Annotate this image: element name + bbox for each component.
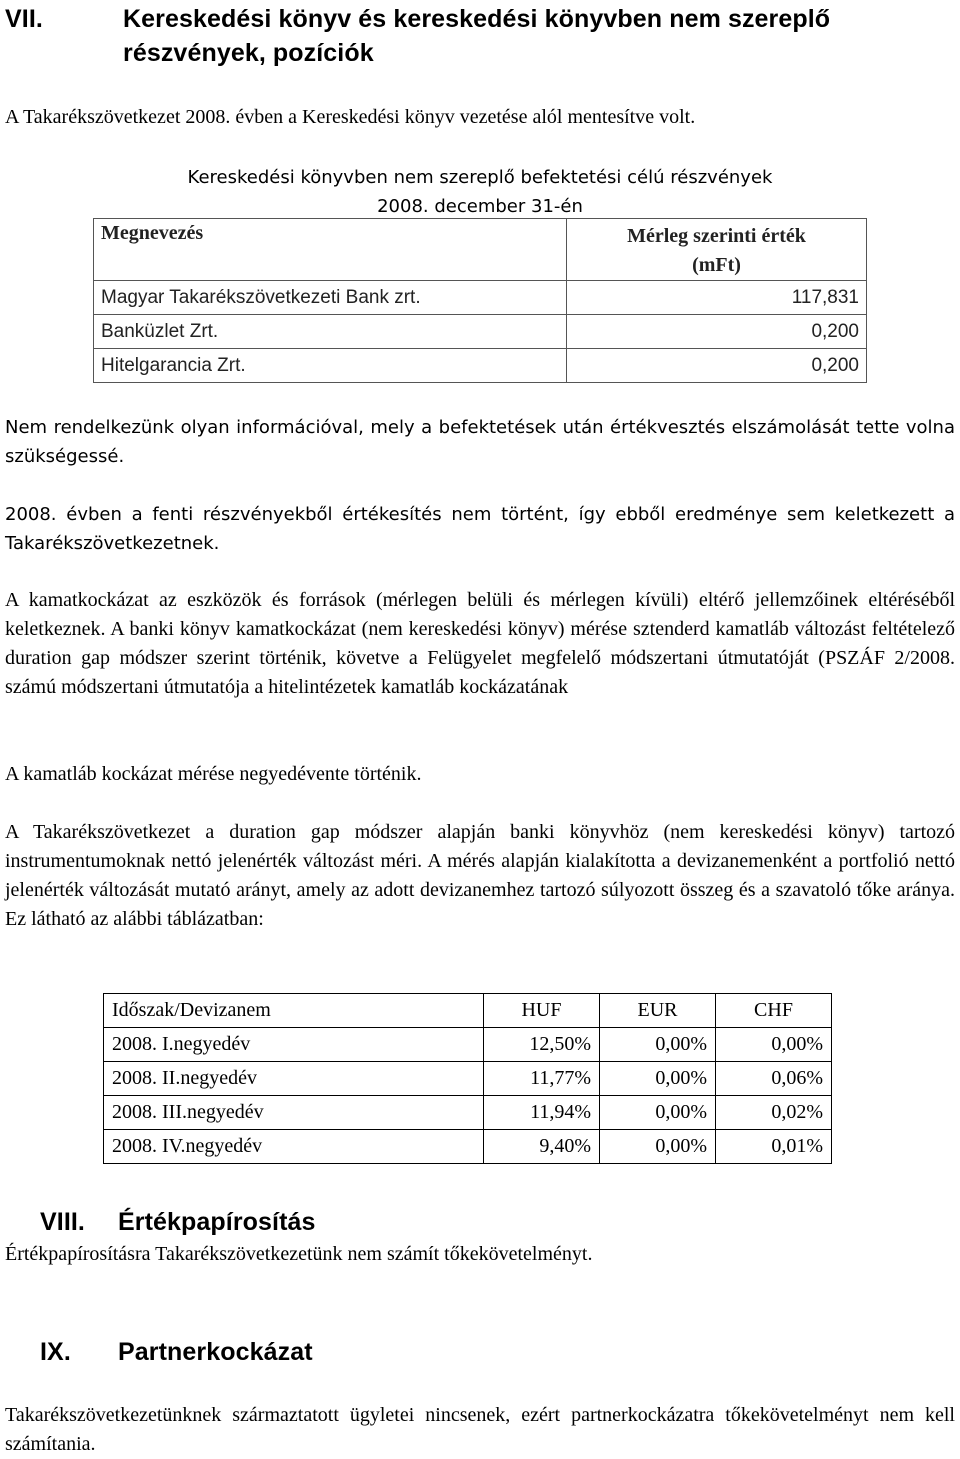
table-row [94, 315, 867, 349]
table-row [104, 1096, 832, 1130]
table-caption-line-2: 2008. december 31-én [377, 196, 583, 217]
section-8-heading [40, 1205, 940, 1239]
table-row [104, 1028, 832, 1062]
header-period: Időszak/Devizanem [104, 994, 484, 1028]
cell-huf: 11,77% [484, 1062, 600, 1096]
paragraph-quarterly: A kamatláb kockázat mérése negyedévente történik. [5, 763, 422, 785]
table-row [94, 281, 867, 315]
cell-huf: 9,40% [484, 1130, 600, 1164]
cell-eur: 0,00% [600, 1130, 716, 1164]
cell-period: 2008. IV.negyedév [104, 1130, 484, 1164]
header-chf: CHF [716, 994, 832, 1028]
row-name: Magyar Takarékszövetkezeti Bank zrt. [94, 281, 567, 315]
col-value-header [567, 219, 867, 281]
cell-huf: 12,50% [484, 1028, 600, 1062]
table-caption-line-1: Kereskedési könyvben nem szereplő befektetési célú részvények [187, 167, 773, 188]
cell-chf: 0,00% [716, 1028, 832, 1062]
table-row [94, 349, 867, 383]
cell-chf: 0,01% [716, 1130, 832, 1164]
paragraph-impairment: Nem rendelkezünk olyan információval, mely a befektetések után értékvesztés elszámolását tette volna szükségessé. [5, 417, 955, 467]
section-7-number: VII. [5, 5, 43, 33]
table-row [104, 1062, 832, 1096]
row-value: 0,200 [567, 349, 867, 383]
row-name: Banküzlet Zrt. [94, 315, 567, 349]
section-9-number: IX. [40, 1338, 71, 1366]
table-row [104, 1130, 832, 1164]
paragraph-duration-gap: A Takarékszövetkezet a duration gap módszer alapján banki könyvhöz (nem kereskedési könyv) tartozó instrumentumoknak nettó jelenérték változást méri. A mérés alapján kialakította a devizanemenként a portfolió nettó jelenérték változását mutató arányt, amely az adott devizanemhez tartozó súlyozott összeg és a szavatoló tőke aránya. Ez látható az alábbi táblázatban: [5, 821, 955, 930]
cell-period: 2008. I.negyedév [104, 1028, 484, 1062]
cell-chf: 0,06% [716, 1062, 832, 1096]
currency-table-header [104, 994, 832, 1028]
cell-eur: 0,00% [600, 1062, 716, 1096]
row-value: 117,831 [567, 281, 867, 315]
paragraph-interest-risk: A kamatkockázat az eszközök és források (mérlegen belüli és mérlegen kívüli) eltérő jellemzőinek eltéréséből keletkeznek. A banki könyv kamatkockázat (nem kereskedési könyv) mérése sztenderd kamatláb változást feltételező duration gap módszer szerint történik, követve a Felügyelet megfelelő módszertani útmutatóját (PSZÁF 2/2008. számú módszertani útmutatója a hitelintézetek kamatláb kockázatának [5, 589, 955, 698]
cell-period: 2008. III.negyedév [104, 1096, 484, 1130]
section-9-heading [40, 1335, 940, 1369]
section-7-heading [5, 2, 955, 70]
section-7-title: Kereskedési könyv és kereskedési könyvben nem szereplő részvények, pozíciók [123, 5, 831, 67]
section-9-title: Partnerkockázat [118, 1338, 313, 1366]
cell-eur: 0,00% [600, 1096, 716, 1130]
cell-chf: 0,02% [716, 1096, 832, 1130]
section-9-text: Takarékszövetkezetünknek származtatott ügyletei nincsenek, ezért partnerkockázatra tőkekövetelményt nem kell számítania. [5, 1404, 955, 1455]
currency-risk-table [103, 993, 832, 1164]
section-8-title: Értékpapírosítás [118, 1208, 316, 1236]
shares-table-header [94, 219, 867, 281]
section-8-text: Értékpapírosításra Takarékszövetkezetünk nem számít tőkekövetelményt. [5, 1243, 593, 1265]
section-8-number: VIII. [40, 1208, 85, 1236]
col-name-header: Megnevezés [94, 219, 567, 281]
cell-period: 2008. II.negyedév [104, 1062, 484, 1096]
header-huf: HUF [484, 994, 600, 1028]
cell-huf: 11,94% [484, 1096, 600, 1130]
header-eur: EUR [600, 994, 716, 1028]
cell-eur: 0,00% [600, 1028, 716, 1062]
row-value: 0,200 [567, 315, 867, 349]
shares-table [93, 218, 867, 383]
col-value-header-line-2: (mFt) [692, 254, 741, 276]
row-name: Hitelgarancia Zrt. [94, 349, 567, 383]
intro-paragraph: A Takarékszövetkezet 2008. évben a Kereskedési könyv vezetése alól mentesítve volt. [5, 106, 696, 128]
col-value-header-line-1: Mérleg szerinti érték [627, 225, 806, 247]
paragraph-sales: 2008. évben a fenti részvényekből értékesítés nem történt, így ebből eredménye sem keletkezett a Takarékszövetkezetnek. [5, 504, 955, 554]
